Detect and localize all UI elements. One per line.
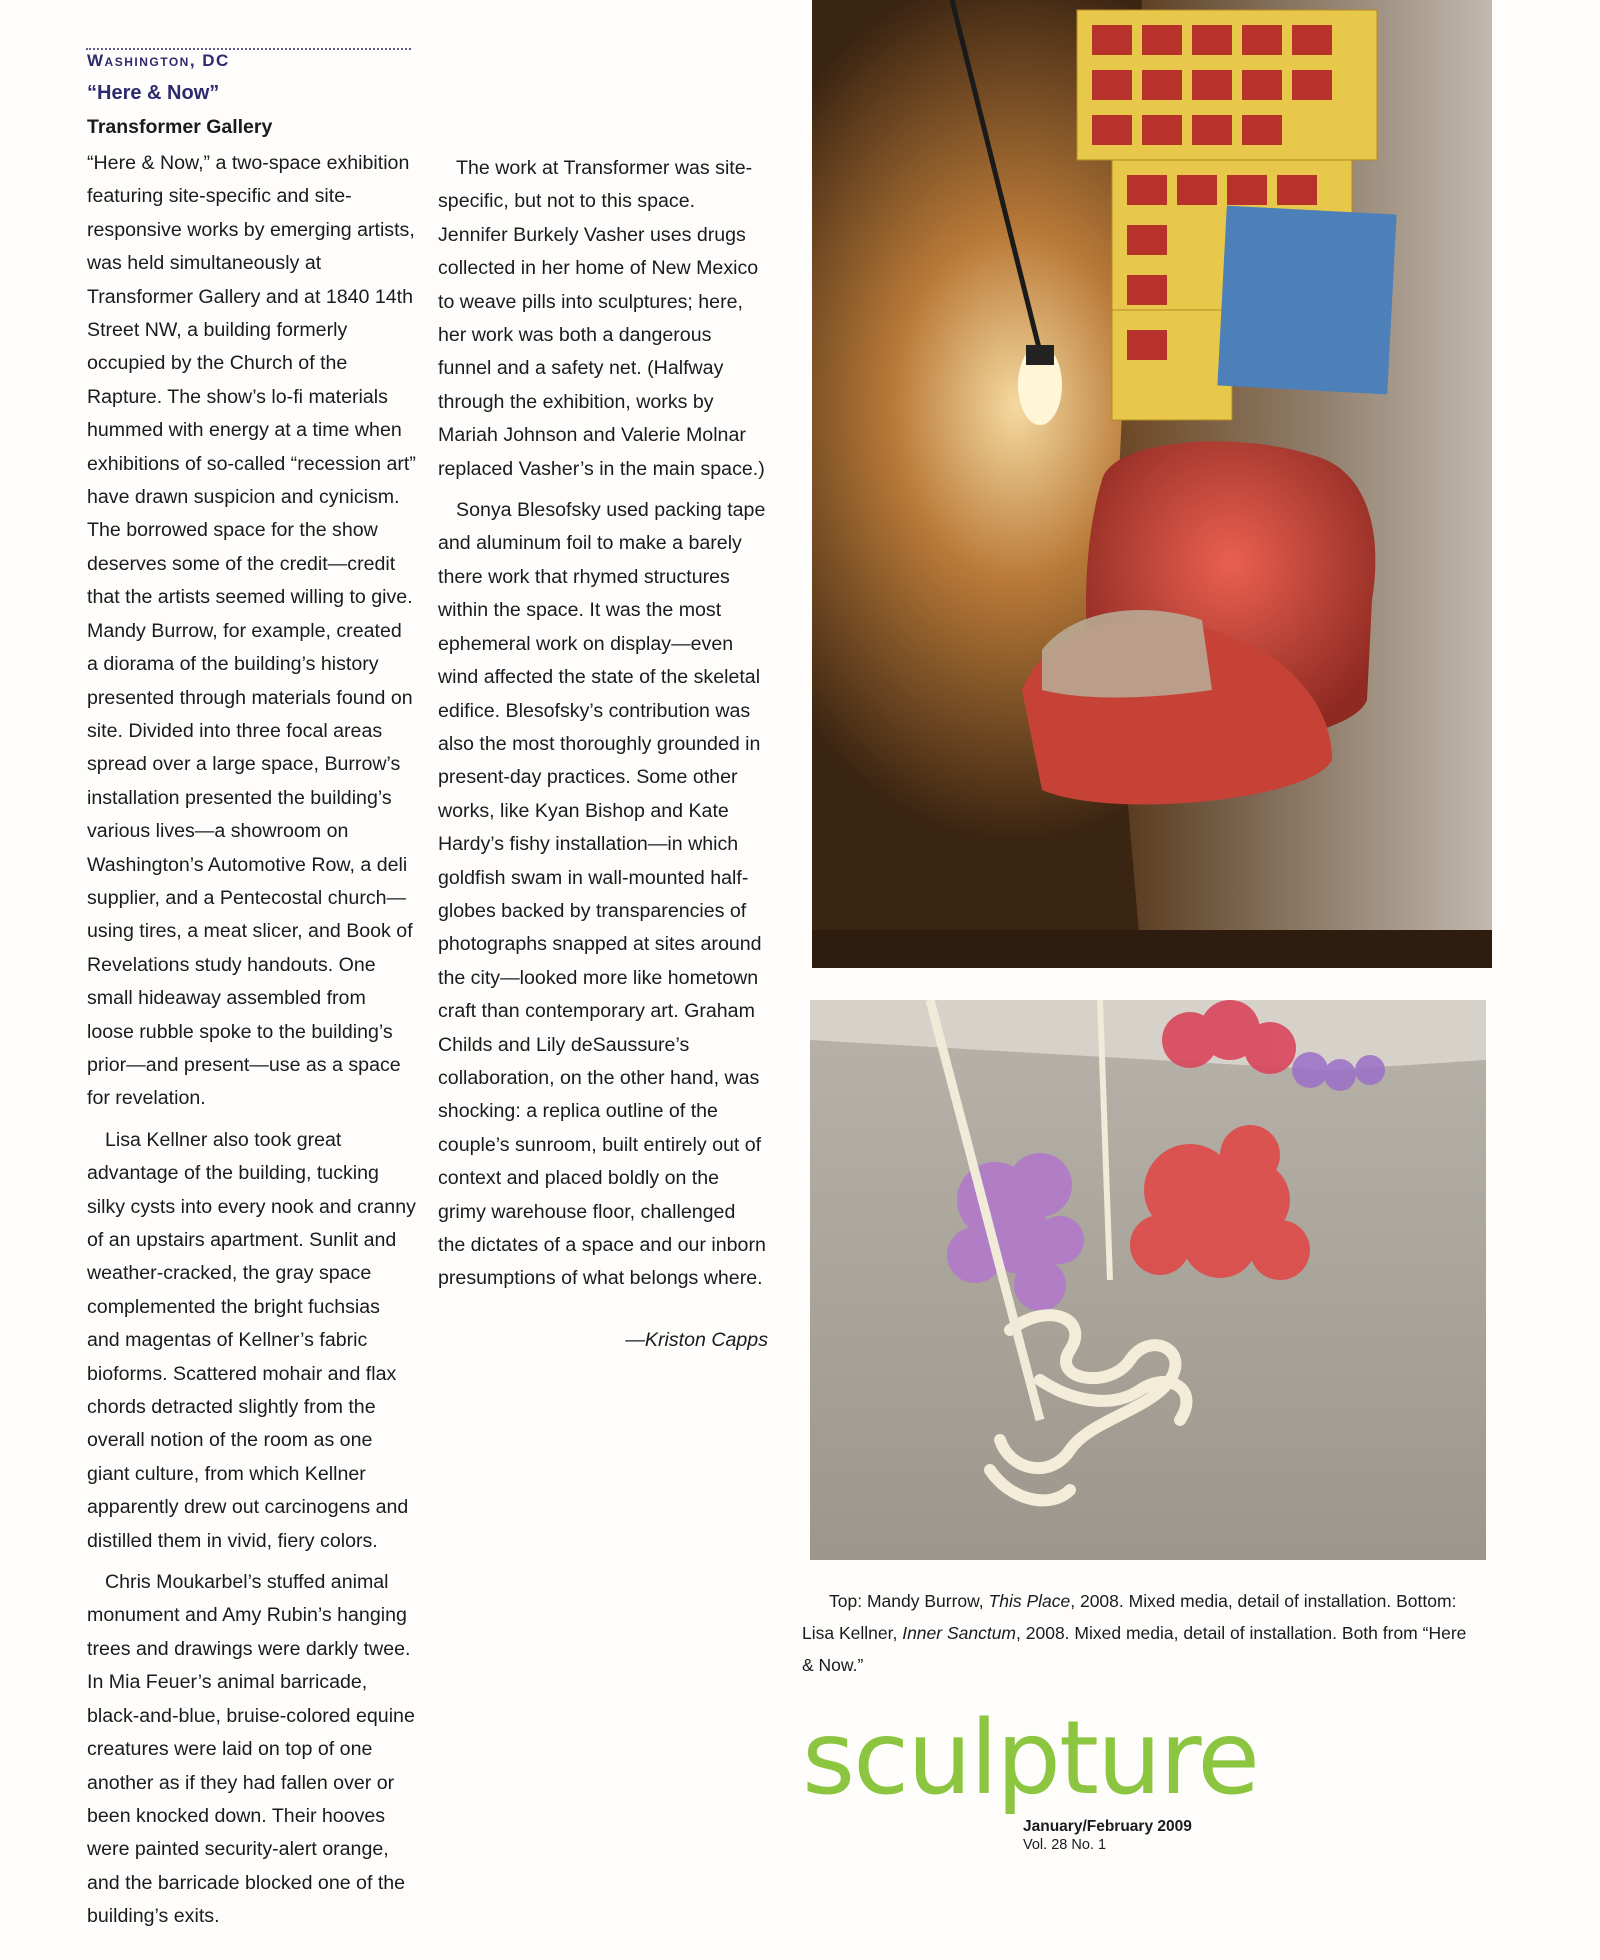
venue-name: Transformer Gallery bbox=[87, 116, 273, 138]
caption-work-title: Inner Sanctum bbox=[902, 1623, 1017, 1643]
caption-text: : Mandy Burrow, bbox=[857, 1591, 989, 1611]
paragraph: Chris Moukarbel’s stuffed animal monument and Amy Rubin’s hanging trees and drawings were darkly twee. In Mia Feuer’s animal barricade, black-and-blue, bruise-colored equine creatures were laid on top of one another as if they had fallen over or been knocked down. Their hooves were painted security-alert orange, and the barricade blocked one of the building’s exits. bbox=[87, 1571, 415, 1928]
photo-top-armchair bbox=[812, 0, 1492, 968]
article-column-2 bbox=[438, 152, 768, 1296]
article-column-1 bbox=[87, 147, 417, 1934]
magazine-logo: sculpture bbox=[802, 1699, 1259, 1818]
caption-text: , 2008. Mixed media, detail of installation. bbox=[1070, 1591, 1392, 1611]
paragraph: Sonya Blesofsky used packing tape and aluminum foil to make a barely there work that rhymed structures within the space. It was the most ephemeral work on display—even wind affected the state of the skeletal edifice. Blesofsky’s contribution was also the most thoroughly grounded in present-day practices. Some other works, like Kyan Bishop and Kate Hardy’s fishy installation—in which goldfish swam in wall-mounted half-globes backed by transparencies of photographs snapped at sites around the city—looked more like hometown craft than contemporary art. Graham Childs and Lily deSaussure’s collaboration, on the other hand, was shocking: a replica outline of the couple’s sunroom, built entirely out of context and placed boldly on the grimy warehouse floor, challenged the dictates of a space and our inborn presumptions of what belongs where. bbox=[438, 499, 766, 1290]
caption-text: , 2008. Mixed media, detail of installation. Both from “Here & Now.” bbox=[802, 1623, 1467, 1675]
photo-bottom-bioforms bbox=[810, 1000, 1486, 1560]
byline: —Kriston Capps bbox=[625, 1329, 768, 1351]
photo-caption bbox=[802, 1585, 1482, 1681]
paragraph: Lisa Kellner also took great advantage of the building, tucking silky cysts into every nook and cranny of an upstairs apartment. Sunlit and weather-cracked, the gray space complemented the bright fuchsias and magentas of Kellner’s fabric bioforms. Scattered mohair and flax chords detracted slightly from the overall notion of the room as one giant culture, from which Kellner apparently drew out carcinogens and distilled them in vivid, fiery colors. bbox=[87, 1128, 416, 1552]
caption-work-title: This Place bbox=[988, 1591, 1071, 1611]
caption-top-label: Top bbox=[829, 1591, 858, 1611]
paragraph: “Here & Now,” a two-space exhibition featuring site-specific and site-responsive works by emerging artists, was held simultaneously at Transformer Gallery and at 1840 14th Street NW, a building formerly occupied by the Church of the Rapture. The show’s lo-fi materials hummed with energy at a time when exhibitions of so-called “recession art” have drawn suspicion and cynicism. The borrowed space for the show deserves some of the credit—credit that the artists seemed willing to give. Mandy Burrow, for example, created a diorama of the building’s history presented through materials found on site. Divided into three focal areas spread over a large space, Burrow’s installation presented the building’s various lives—a showroom on Washington’s Automotive Row, a deli supplier, and a Pentecostal church—using tires, a meat slicer, and Book of Revelations study handouts. One small hideaway assembled from loose rubble spoke to the building’s prior—and present—use as a space for revelation. bbox=[87, 152, 416, 1110]
section-label: Washington, DC bbox=[87, 51, 230, 70]
paragraph: The work at Transformer was site-specific, but not to this space. Jennifer Burkely Vasher uses drugs collected in her home of New Mexico to weave pills into sculptures; here, her work was both a dangerous funnel and a safety net. (Halfway through the exhibition, works by Mariah Johnson and Valerie Molnar replaced Vasher’s in the main space.) bbox=[438, 157, 765, 480]
issue-date: January/February 2009 bbox=[1023, 1818, 1192, 1835]
show-title: “Here & Now” bbox=[87, 82, 220, 104]
caption-text: : Lisa Kellner, bbox=[802, 1591, 1457, 1643]
caption-bottom-label: Bottom bbox=[1396, 1591, 1452, 1611]
volume-number: Vol. 28 No. 1 bbox=[1023, 1837, 1107, 1853]
section-rule bbox=[86, 48, 411, 50]
